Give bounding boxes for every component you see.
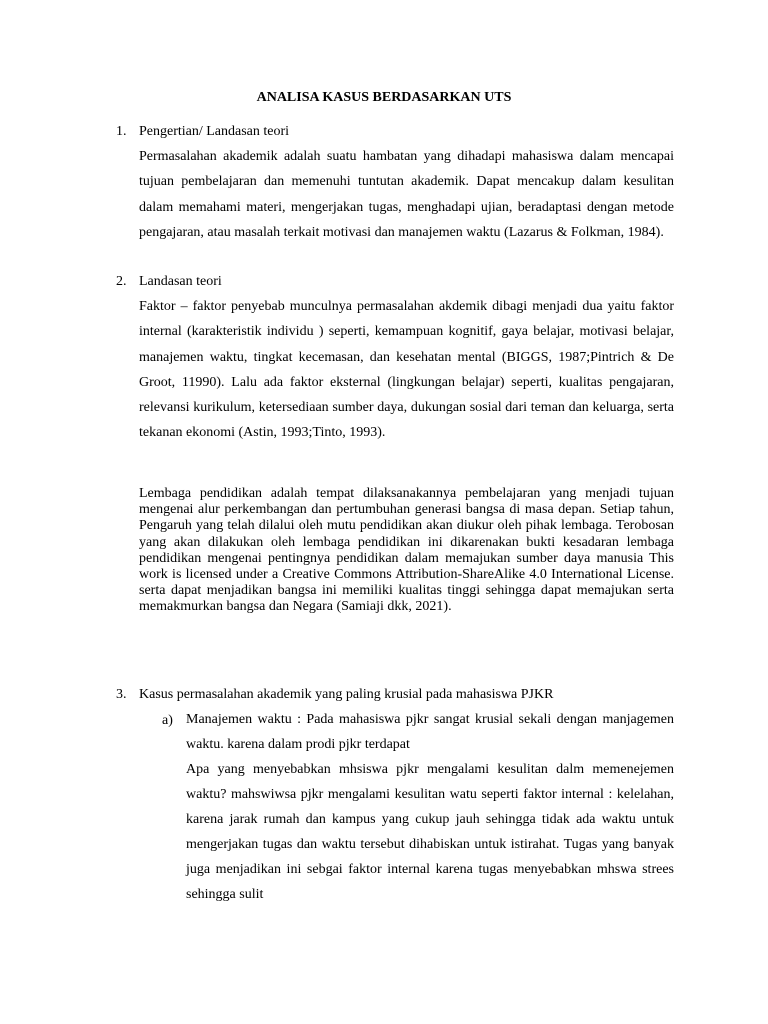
section-3-number: 3. [116,687,127,702]
subitem-a-text-2: Apa yang menyebabkan mhsiswa pjkr mengalami kesulitan dalm memenejemen waktu? mahswiwsa pjkr mengalami kesulitan watu seperti faktor internal : kelelahan, karena jarak rumah dan kampus yang cukup jauh sehingga tidak ada waktu untuk mengerjakan tugas dan waktu tersebut dihabiskan untuk istirahat. Tugas yang banyak juga menjadikan ini sebgai faktor internal karena tugas menyebabkan mhswa strees sehingga sulit [186,762,674,903]
section-1-heading: Pengertian/ Landasan teori [139,124,290,139]
section-1-number: 1. [116,124,127,139]
section-3-heading: Kasus permasalahan akademik yang paling krusial pada mahasiswa PJKR [139,687,554,702]
section-2-number: 2. [116,274,127,289]
subitem-a-label: a) [162,713,173,728]
section-2-body-2: Lembaga pendidikan adalah tempat dilaksanakannya pembelajaran yang menjadi tujuan mengenai alur perkembangan dan pertumbuhan generasi bangsa di masa depan. Setiap tahun, Pengaruh yang telah dilalui oleh mutu pendidikan akan diukur oleh pihak lembaga. Terobosan yang akan dilakukan oleh lembaga pendidikan ini dikarenakan bukti kesadaran lembaga pendidikan mengenai pentingnya pendidikan dalam memajukan sumber daya manusia This work is licensed under a Creative Commons Attribution-ShareAlike 4.0 International License. serta dapat menjadikan bangsa ini memiliki kualitas tinggi sehingga dapat memajukan serta memakmurkan bangsa dan Negara (Samiaji dkk, 2021). [139,486,674,615]
section-1-body: Permasalahan akademik adalah suatu hambatan yang dihadapi mahasiswa dalam mencapai tujuan pembelajaran dan memenuhi tuntutan akademik. Dapat mencakup dalam kesulitan dalam memahami materi, mengerjakan tugas, menghadapi ujian, beradaptasi dengan metode pengajaran, atau masalah terkait motivasi dan manajemen waktu (Lazarus & Folkman, 1984). [139,149,674,240]
subitem-a-text: Manajemen waktu : Pada mahasiswa pjkr sangat krusial sekali dengan manjagemen waktu. karena dalam prodi pjkr terdapat [186,712,674,753]
document-title: ANALISA KASUS BERDASARKAN UTS [256,90,512,105]
section-2-body: Faktor – faktor penyebab munculnya permasalahan akdemik dibagi menjadi dua yaitu faktor internal (karakteristik individu ) seperti, kemampuan kognitif, gaya belajar, motivasi belajar, manajemen waktu, tingkat kecemasan, dan kesehatan mental (BIGGS, 1987;Pintrich & De Groot, 11990). Lalu ada faktor eksternal (lingkungan belajar) seperti, kualitas pengajaran, relevansi kurikulum, ketersediaan sumber daya, dukungan sosial dari teman dan keluarga, serta tekanan ekonomi (Astin, 1993;Tinto, 1993). [139,299,674,441]
section-2-heading: Landasan teori [139,274,222,289]
